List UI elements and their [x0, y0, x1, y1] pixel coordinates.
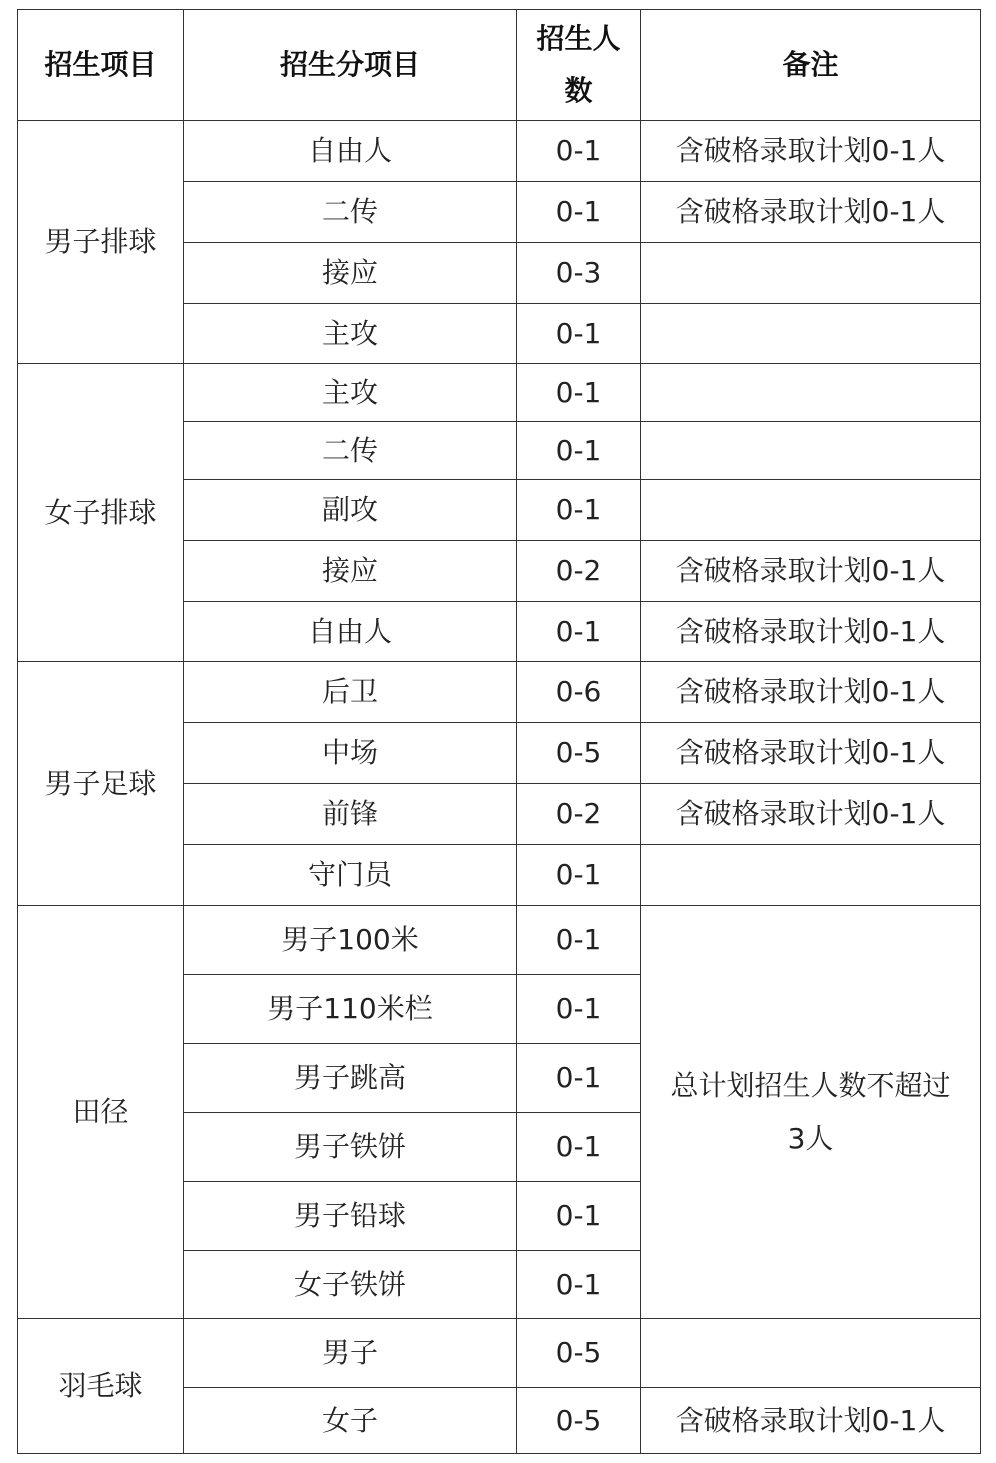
count-cell: 0-1 — [517, 422, 641, 480]
count-cell: 0-1 — [517, 975, 641, 1044]
sub-project-cell: 自由人 — [184, 602, 517, 662]
header-count-line2: 数 — [564, 74, 593, 107]
note-cell — [641, 304, 981, 364]
count-cell: 0-1 — [517, 182, 641, 243]
shared-note-cell — [641, 906, 981, 1319]
count-cell: 0-5 — [517, 723, 641, 784]
note-cell: 含破格录取计划0-1人 — [641, 541, 981, 602]
table-row — [18, 121, 981, 182]
sub-project-cell: 女子铁饼 — [184, 1251, 517, 1319]
table-row — [18, 906, 981, 975]
note-cell: 含破格录取计划0-1人 — [641, 662, 981, 723]
note-cell — [641, 364, 981, 422]
note-cell: 含破格录取计划0-1人 — [641, 182, 981, 243]
note-cell: 含破格录取计划0-1人 — [641, 121, 981, 182]
shared-note-line2: 3人 — [787, 1122, 834, 1155]
shared-note-line1: 总计划招生人数不超过 — [670, 1068, 951, 1102]
sub-project-cell: 二传 — [184, 422, 517, 480]
count-cell: 0-2 — [517, 541, 641, 602]
sub-project-cell: 副攻 — [184, 480, 517, 541]
count-cell: 0-1 — [517, 304, 641, 364]
table-row — [18, 364, 981, 422]
note-cell: 含破格录取计划0-1人 — [641, 784, 981, 845]
note-cell — [641, 422, 981, 480]
count-cell: 0-5 — [517, 1388, 641, 1454]
table-row — [18, 1319, 981, 1388]
sub-project-cell: 守门员 — [184, 845, 517, 906]
note-cell — [641, 1319, 981, 1388]
note-cell — [641, 480, 981, 541]
sub-project-cell: 男子跳高 — [184, 1044, 517, 1113]
project-cell: 女子排球 — [18, 364, 184, 662]
sub-project-cell: 男子铁饼 — [184, 1113, 517, 1182]
count-cell: 0-3 — [517, 243, 641, 304]
sub-project-cell: 男子 — [184, 1319, 517, 1388]
note-cell: 含破格录取计划0-1人 — [641, 602, 981, 662]
count-cell: 0-1 — [517, 1182, 641, 1251]
count-cell: 0-1 — [517, 121, 641, 182]
header-sub-project: 招生分项目 — [184, 10, 517, 121]
table-row — [18, 662, 981, 723]
sub-project-cell: 男子110米栏 — [184, 975, 517, 1044]
sub-project-cell: 自由人 — [184, 121, 517, 182]
sub-project-cell: 主攻 — [184, 364, 517, 422]
count-cell: 0-1 — [517, 480, 641, 541]
sub-project-cell: 中场 — [184, 723, 517, 784]
count-cell: 0-1 — [517, 1251, 641, 1319]
count-cell: 0-1 — [517, 602, 641, 662]
sub-project-cell: 接应 — [184, 541, 517, 602]
count-cell: 0-1 — [517, 1113, 641, 1182]
header-row — [18, 10, 981, 121]
sub-project-cell: 后卫 — [184, 662, 517, 723]
header-note: 备注 — [641, 10, 981, 121]
sub-project-cell: 接应 — [184, 243, 517, 304]
sub-project-cell: 女子 — [184, 1388, 517, 1454]
count-cell: 0-2 — [517, 784, 641, 845]
sub-project-cell: 男子100米 — [184, 906, 517, 975]
count-cell: 0-1 — [517, 845, 641, 906]
note-cell: 含破格录取计划0-1人 — [641, 723, 981, 784]
header-count — [517, 10, 641, 121]
recruitment-table — [17, 9, 981, 1454]
sub-project-cell: 主攻 — [184, 304, 517, 364]
count-cell: 0-6 — [517, 662, 641, 723]
count-cell: 0-1 — [517, 364, 641, 422]
sub-project-cell: 男子铅球 — [184, 1182, 517, 1251]
note-cell — [641, 845, 981, 906]
project-cell: 男子排球 — [18, 121, 184, 364]
count-cell: 0-1 — [517, 906, 641, 975]
note-cell: 含破格录取计划0-1人 — [641, 1388, 981, 1454]
header-project: 招生项目 — [18, 10, 184, 121]
note-cell — [641, 243, 981, 304]
project-cell: 羽毛球 — [18, 1319, 184, 1454]
sub-project-cell: 二传 — [184, 182, 517, 243]
sub-project-cell: 前锋 — [184, 784, 517, 845]
count-cell: 0-1 — [517, 1044, 641, 1113]
count-cell: 0-5 — [517, 1319, 641, 1388]
project-cell: 田径 — [18, 906, 184, 1319]
header-count-line1: 招生人 — [536, 22, 621, 56]
project-cell: 男子足球 — [18, 662, 184, 906]
